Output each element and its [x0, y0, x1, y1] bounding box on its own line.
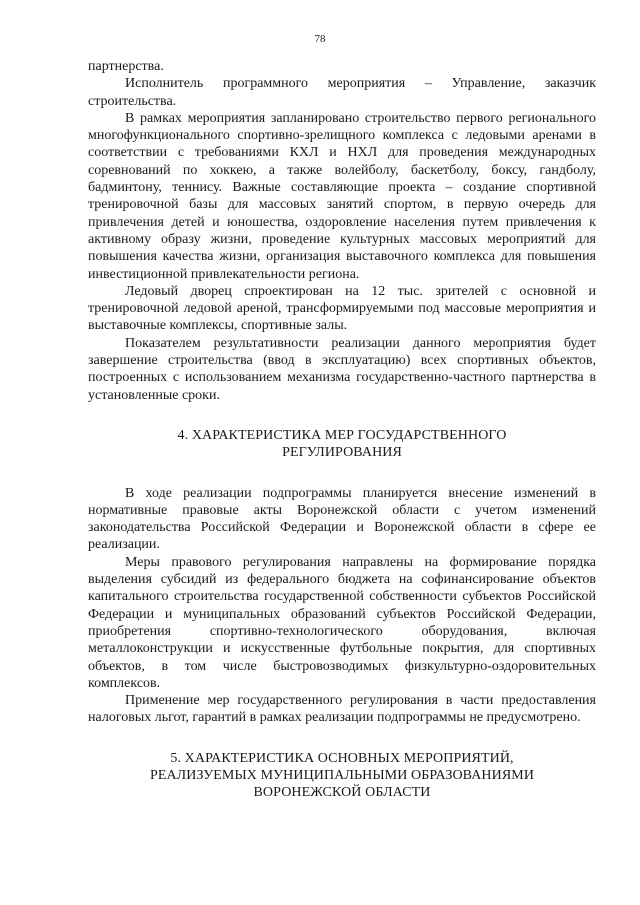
heading-line: 5. ХАРАКТЕРИСТИКА ОСНОВНЫХ МЕРОПРИЯТИЙ,: [170, 750, 514, 766]
page-number: 78: [314, 33, 326, 45]
page-body: [88, 58, 596, 802]
paragraph: Исполнитель программного мероприятия – Управление, заказчик строительства.: [88, 76, 596, 109]
section-4-heading: [88, 427, 596, 462]
paragraph: В ходе реализации подпрограммы планируется внесение изменений в нормативные правовые акты Воронежской области с учетом изменений законодательства Российской Федерации и Воронежской области в сфере ее реализации.: [88, 485, 596, 553]
section-5-heading: [88, 750, 596, 802]
paragraph: Применение мер государственного регулирования в части предоставления налоговых льгот, гарантий в рамках реализации подпрограммы не предусмотрено.: [88, 693, 596, 726]
paragraph: партнерства.: [88, 59, 164, 74]
heading-line: 4. ХАРАКТЕРИСТИКА МЕР ГОСУДАРСТВЕННОГО: [177, 427, 507, 443]
paragraph: Меры правового регулирования направлены на формирование порядка выделения субсидий из федерального бюджета на софинансирование объектов капитального строительства государственной собственности субъектов Российской Федерации и муниципальных образований субъектов Российской Федерации, приобретения спортивно-технологического оборудования, включая металлоконструкции и искусственные футбольные покрытия, для спортивных объектов, в том числе быстровозводимых физкультурно-оздоровительных комплексов.: [88, 554, 596, 691]
heading-line: РЕАЛИЗУЕМЫХ МУНИЦИПАЛЬНЫМИ ОБРАЗОВАНИЯМИ: [149, 767, 535, 783]
paragraph: Показателем результативности реализации данного мероприятия будет завершение строительства (ввод в эксплуатацию) всех спортивных объектов, построенных с использованием механизма государственно-частного партнерства в установленные сроки.: [88, 335, 596, 403]
paragraph: В рамках мероприятия запланировано строительство первого регионального многофункционального спортивно-зрелищного комплекса с ледовыми аренами в соответствии с требованиями КХЛ и НХЛ для проведения международных соревнований по хоккею, а также волейболу, баскетболу, боксу, гандболу, бадминтону, теннису. Важные составляющие проекта – создание спортивной тренировочной базы для массовых занятий спортом, в первую очередь для привлечения детей и юношества, оздоровление населения путем привлечения к активному образу жизни, проведение культурных массовых мероприятий для повышения качества жизни, организация выставочного комплекса для повышения инвестиционной привлекательности региона.: [88, 110, 596, 282]
paragraph: Ледовый дворец спроектирован на 12 тыс. зрителей с основной и тренировочной ледовой ареной, трансформируемыми под массовые мероприятия и выставочные комплексы, спортивные залы.: [88, 283, 596, 334]
heading-line: РЕГУЛИРОВАНИЯ: [282, 445, 402, 461]
heading-line: ВОРОНЕЖСКОЙ ОБЛАСТИ: [253, 785, 431, 801]
